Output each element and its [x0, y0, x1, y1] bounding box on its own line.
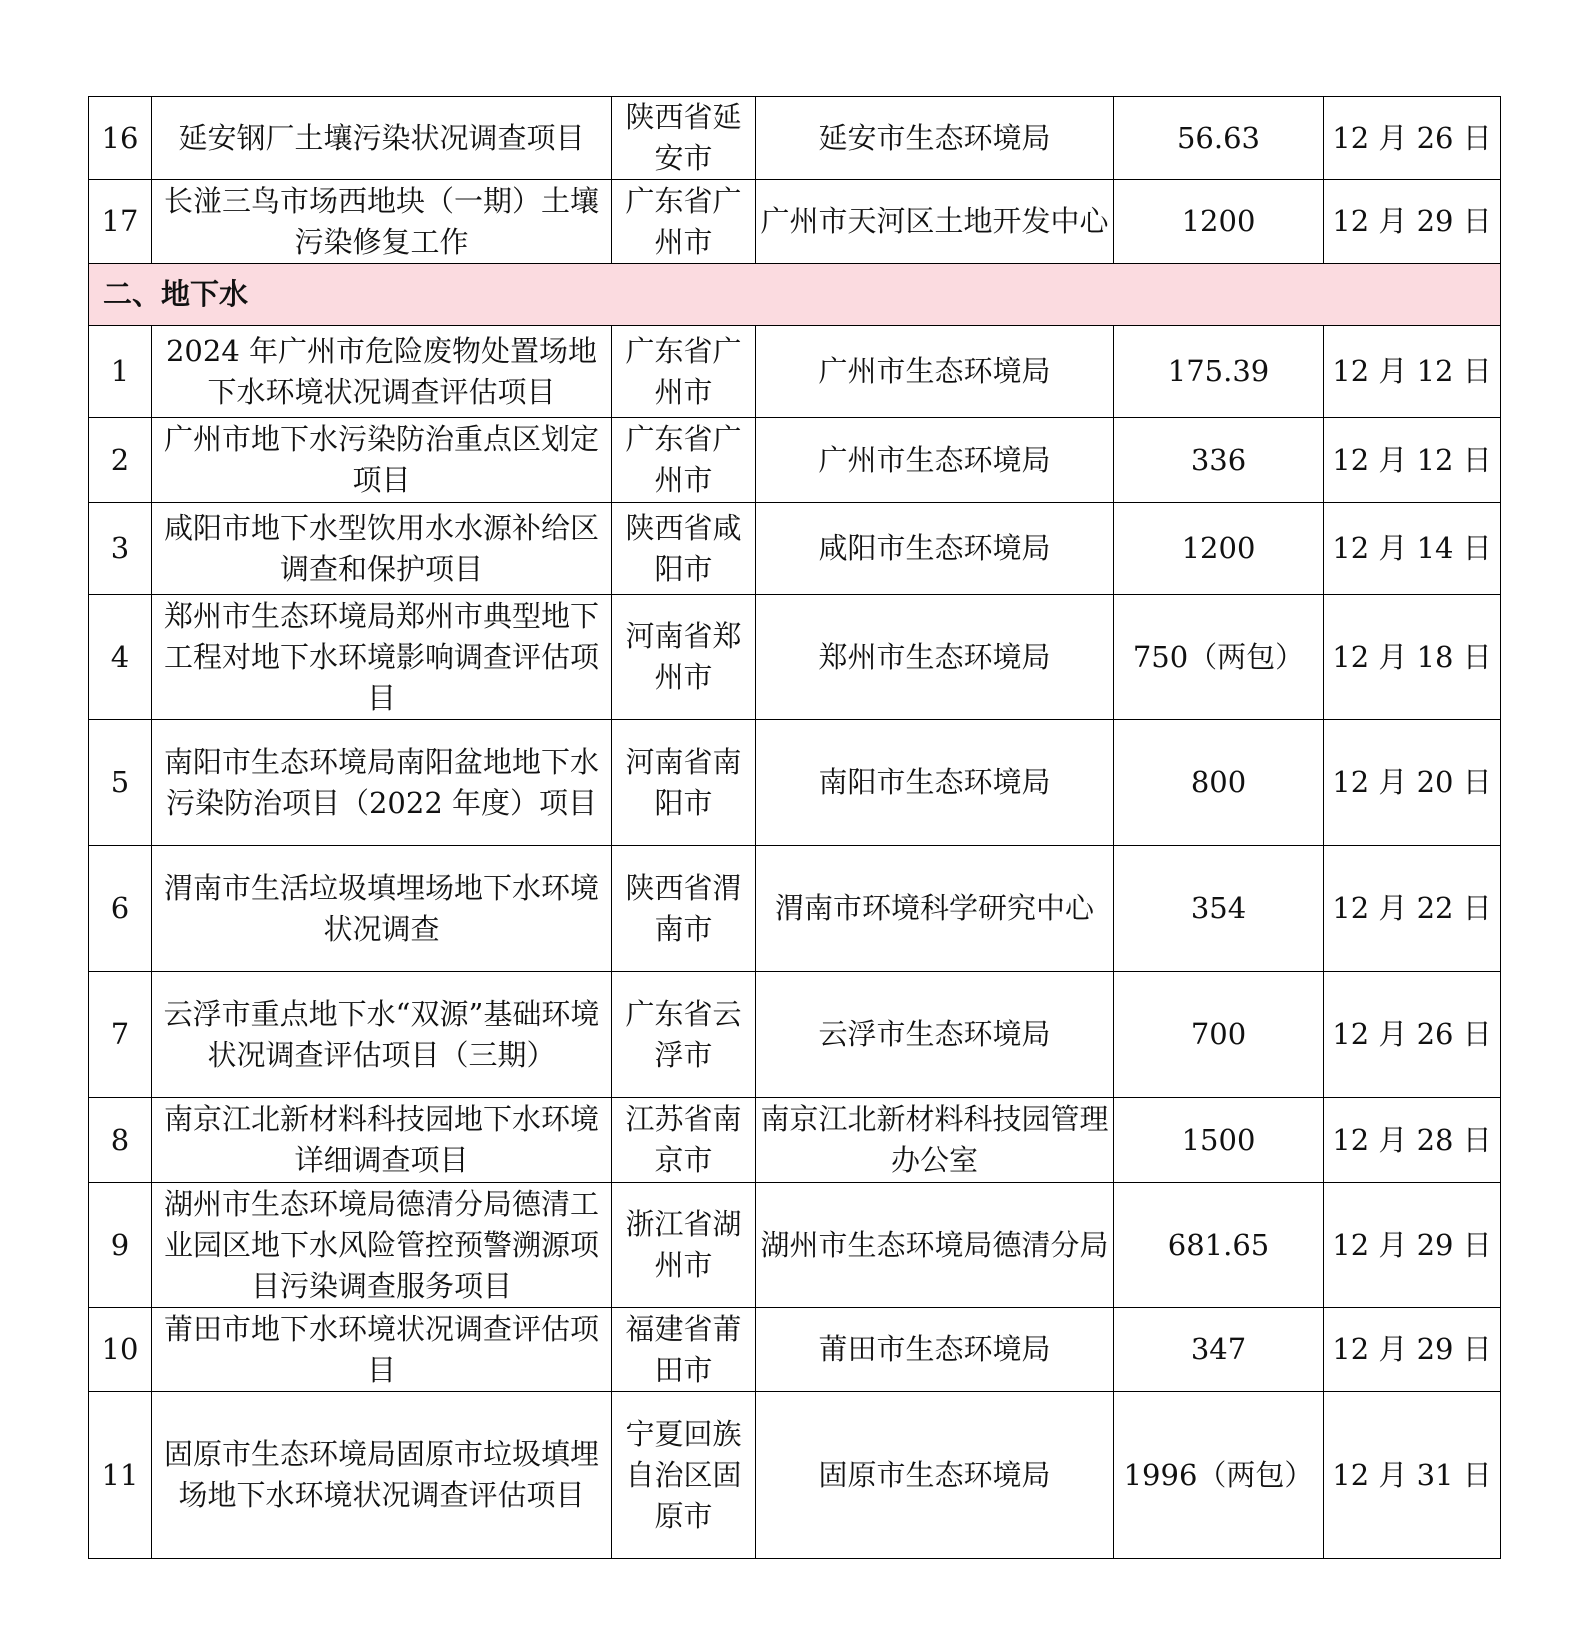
project-date: 12 月 28 日	[1324, 1098, 1501, 1183]
project-location: 陕西省渭南市	[612, 846, 756, 972]
project-amount: 354	[1114, 846, 1324, 972]
project-name: 咸阳市地下水型饮用水水源补给区调查和保护项目	[152, 503, 612, 595]
project-date: 12 月 26 日	[1324, 972, 1501, 1098]
table-row	[89, 972, 1501, 1098]
project-name: 延安钢厂土壤污染状况调查项目	[152, 97, 612, 180]
project-name: 固原市生态环境局固原市垃圾填埋场地下水环境状况调查评估项目	[152, 1392, 612, 1559]
row-number: 11	[89, 1392, 152, 1559]
project-amount: 800	[1114, 720, 1324, 846]
project-amount: 750（两包）	[1114, 595, 1324, 720]
project-amount: 175.39	[1114, 326, 1324, 418]
owner-unit: 云浮市生态环境局	[756, 972, 1114, 1098]
project-location: 浙江省湖州市	[612, 1183, 756, 1308]
table-row	[89, 1183, 1501, 1308]
row-number: 5	[89, 720, 152, 846]
project-location: 广东省广州市	[612, 418, 756, 503]
row-number: 2	[89, 418, 152, 503]
row-number: 9	[89, 1183, 152, 1308]
project-table	[88, 96, 1501, 1559]
owner-unit: 固原市生态环境局	[756, 1392, 1114, 1559]
project-location: 福建省莆田市	[612, 1308, 756, 1392]
project-location: 宁夏回族自治区固原市	[612, 1392, 756, 1559]
project-name: 湖州市生态环境局德清分局德清工业园区地下水风险管控预警溯源项目污染调查服务项目	[152, 1183, 612, 1308]
table-row	[89, 418, 1501, 503]
project-name: 南京江北新材料科技园地下水环境详细调查项目	[152, 1098, 612, 1183]
project-location: 河南省南阳市	[612, 720, 756, 846]
project-amount: 336	[1114, 418, 1324, 503]
table-row	[89, 720, 1501, 846]
project-date: 12 月 26 日	[1324, 97, 1501, 180]
table-row	[89, 180, 1501, 264]
project-date: 12 月 14 日	[1324, 503, 1501, 595]
table-row	[89, 326, 1501, 418]
project-date: 12 月 31 日	[1324, 1392, 1501, 1559]
table-row	[89, 846, 1501, 972]
owner-unit: 莆田市生态环境局	[756, 1308, 1114, 1392]
project-location: 广东省云浮市	[612, 972, 756, 1098]
project-name: 2024 年广州市危险废物处置场地下水环境状况调查评估项目	[152, 326, 612, 418]
project-location: 广东省广州市	[612, 180, 756, 264]
table-row	[89, 97, 1501, 180]
project-location: 广东省广州市	[612, 326, 756, 418]
project-amount: 1200	[1114, 180, 1324, 264]
owner-unit: 渭南市环境科学研究中心	[756, 846, 1114, 972]
table-row	[89, 1392, 1501, 1559]
project-location: 陕西省延安市	[612, 97, 756, 180]
project-name: 云浮市重点地下水“双源”基础环境状况调查评估项目（三期）	[152, 972, 612, 1098]
owner-unit: 南阳市生态环境局	[756, 720, 1114, 846]
row-number: 8	[89, 1098, 152, 1183]
project-location: 陕西省咸阳市	[612, 503, 756, 595]
table-row	[89, 1098, 1501, 1183]
owner-unit: 广州市生态环境局	[756, 326, 1114, 418]
project-name: 广州市地下水污染防治重点区划定项目	[152, 418, 612, 503]
project-location: 河南省郑州市	[612, 595, 756, 720]
project-date: 12 月 29 日	[1324, 1183, 1501, 1308]
row-number: 16	[89, 97, 152, 180]
project-name: 渭南市生活垃圾填埋场地下水环境状况调查	[152, 846, 612, 972]
row-number: 17	[89, 180, 152, 264]
owner-unit: 广州市天河区土地开发中心	[756, 180, 1114, 264]
owner-unit: 咸阳市生态环境局	[756, 503, 1114, 595]
row-number: 4	[89, 595, 152, 720]
owner-unit: 南京江北新材料科技园管理办公室	[756, 1098, 1114, 1183]
row-number: 7	[89, 972, 152, 1098]
project-amount: 681.65	[1114, 1183, 1324, 1308]
table-row	[89, 1308, 1501, 1392]
project-amount: 1996（两包）	[1114, 1392, 1324, 1559]
row-number: 1	[89, 326, 152, 418]
project-name: 莆田市地下水环境状况调查评估项目	[152, 1308, 612, 1392]
project-date: 12 月 29 日	[1324, 180, 1501, 264]
project-amount: 347	[1114, 1308, 1324, 1392]
owner-unit: 湖州市生态环境局德清分局	[756, 1183, 1114, 1308]
owner-unit: 延安市生态环境局	[756, 97, 1114, 180]
project-name: 长湴三鸟市场西地块（一期）土壤污染修复工作	[152, 180, 612, 264]
section-title: 二、地下水	[89, 264, 1501, 326]
project-date: 12 月 20 日	[1324, 720, 1501, 846]
project-amount: 1500	[1114, 1098, 1324, 1183]
project-location: 江苏省南京市	[612, 1098, 756, 1183]
project-date: 12 月 22 日	[1324, 846, 1501, 972]
project-date: 12 月 18 日	[1324, 595, 1501, 720]
project-name: 郑州市生态环境局郑州市典型地下工程对地下水环境影响调查评估项目	[152, 595, 612, 720]
row-number: 3	[89, 503, 152, 595]
project-date: 12 月 12 日	[1324, 418, 1501, 503]
project-amount: 700	[1114, 972, 1324, 1098]
table-row	[89, 503, 1501, 595]
project-name: 南阳市生态环境局南阳盆地地下水污染防治项目（2022 年度）项目	[152, 720, 612, 846]
table-row	[89, 595, 1501, 720]
project-amount: 1200	[1114, 503, 1324, 595]
project-date: 12 月 29 日	[1324, 1308, 1501, 1392]
section-header-row	[89, 264, 1501, 326]
project-amount: 56.63	[1114, 97, 1324, 180]
project-date: 12 月 12 日	[1324, 326, 1501, 418]
row-number: 10	[89, 1308, 152, 1392]
row-number: 6	[89, 846, 152, 972]
owner-unit: 广州市生态环境局	[756, 418, 1114, 503]
owner-unit: 郑州市生态环境局	[756, 595, 1114, 720]
